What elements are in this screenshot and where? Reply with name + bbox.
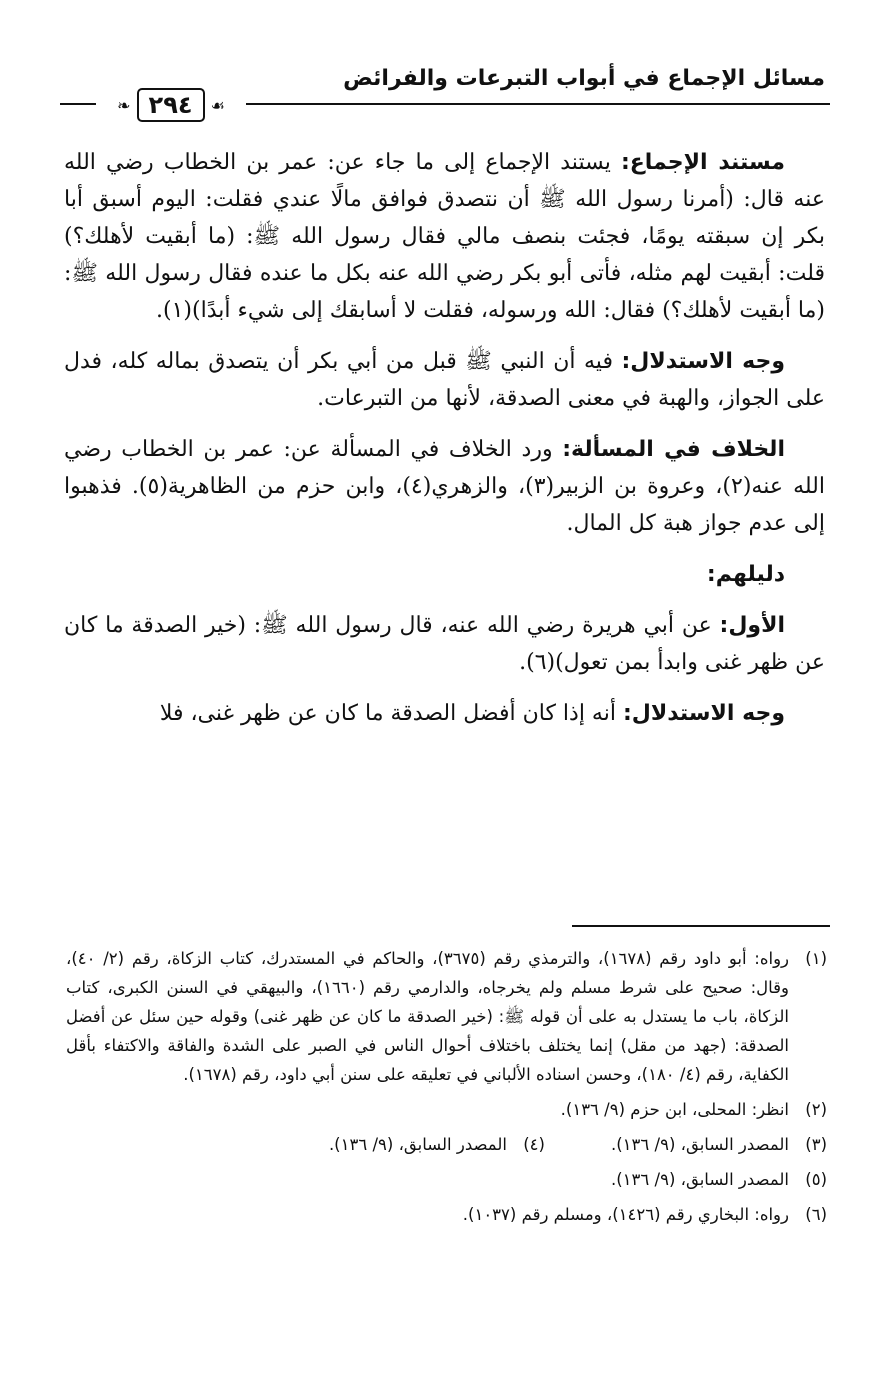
- footnote-text: رواه: أبو داود رقم (١٦٧٨)، والترمذي رقم (٣٦٧٥)، والحاكم في المستدرك، كتاب الزكاة، رقم (٢/ ٤٠)، وقال: صحيح على شرط مسلم ولم يخرجاه، والدارمي رقم (١٦٦٠)، والبيهقي في السنن الكبرى، كتاب الزكاة، باب ما يستدل به على أن قوله ﷺ: (خير الصدقة ما كان عن ظهر غنى) وقوله حين سئل عن أفضل الصدقة: (جهد من مقل) إنما يختلف باختلاف أحوال الناس في الصبر على الشدة والفاقة والاكتفاء بأقل الكفاية، رقم (٤/ ١٨٠)، وحسن اسناده الألباني في تعليقه على سنن أبي داود، رقم (١٦٧٨).: [66, 949, 790, 1084]
- paragraph-dispute: [64, 431, 825, 542]
- footnote-5: [66, 1165, 827, 1194]
- paragraph-evidence: [64, 144, 825, 329]
- ornament-left-icon: ❧: [117, 95, 131, 115]
- footnote-text: المصدر السابق، (٩/ ١٣٦).: [328, 1135, 507, 1154]
- paragraph-text: فيه أن النبي ﷺ قبل من أبي بكر أن يتصدق بماله كله، فدل على الجواز، والهبة في معنى الصدقة، لأنها من التبرعات.: [64, 349, 825, 411]
- footnote-4: [329, 1130, 545, 1159]
- page-number: ٢٩٤: [137, 88, 205, 122]
- paragraph-text: يستند الإجماع إلى ما جاء عن: عمر بن الخطاب رضي الله عنه قال: (أمرنا رسول الله ﷺ أن نتصدق فوافق مالًا عندي فقلت: اليوم أسبق أبا بكر إن سبقته يومًا، فجئت بنصف مالي فقال رسول الله ﷺ: (ما أبقيت لأهلك؟) قلت: أبقيت لهم مثله، فأتى أبو بكر رضي الله عنه بكل ما عنده فقال رسول الله ﷺ: (ما أبقيت لأهلك؟) فقال: الله ورسوله، فقلت لا أسابقك إلى شيء أبدًا)(١).: [64, 150, 825, 323]
- footnote-marker: (٣): [805, 1135, 827, 1154]
- term-their-proof: دليلهم:: [706, 562, 785, 587]
- term-first: الأول:: [719, 613, 785, 638]
- paragraph-inference-2: [64, 695, 825, 732]
- paragraph-first: [64, 607, 825, 681]
- footnote-marker: (١): [805, 949, 827, 968]
- running-title: مسائل الإجماع في أبواب التبرعات والفرائض: [343, 66, 825, 91]
- footnote-marker: (٥): [805, 1170, 827, 1189]
- footnote-marker: (٦): [805, 1205, 827, 1224]
- footnote-2: [66, 1095, 827, 1124]
- footnote-text: المصدر السابق، (٩/ ١٣٦).: [610, 1135, 789, 1154]
- footnote-marker: (٤): [523, 1135, 545, 1154]
- footnote-text: انظر: المحلى، ابن حزم (٩/ ١٣٦).: [560, 1100, 789, 1119]
- footnote-1: [66, 944, 827, 1089]
- term-inference: وجه الاستدلال:: [621, 349, 786, 374]
- footnote-marker: (٢): [805, 1100, 827, 1119]
- footnote-3: [611, 1130, 827, 1159]
- footnotes: [66, 944, 827, 1235]
- paragraph-text: ورد الخلاف في المسألة عن: عمر بن الخطاب رضي الله عنه(٢)، وعروة بن الزبير(٣)، والزهري(٤)، وابن حزم من الظاهرية(٥). فذهبوا إلى عدم جواز هبة كل المال.: [64, 437, 825, 536]
- paragraph-inference: [64, 343, 825, 417]
- term-evidence: مستند الإجماع:: [620, 150, 785, 175]
- footnote-text: رواه: البخاري رقم (١٤٢٦)، ومسلم رقم (١٠٣٧).: [462, 1205, 789, 1224]
- footnote-row: [66, 1130, 827, 1159]
- term-dispute: الخلاف في المسألة:: [562, 437, 785, 462]
- ornament-right-icon: ☙: [210, 95, 225, 115]
- page-number-frame: [96, 86, 246, 124]
- footnote-rule: [572, 925, 830, 927]
- footnote-text: المصدر السابق، (٩/ ١٣٦).: [610, 1170, 789, 1189]
- paragraph-text: أنه إذا كان أفضل الصدقة ما كان عن ظهر غنى، فلا: [159, 701, 623, 726]
- term-inference: وجه الاستدلال:: [622, 701, 785, 726]
- main-text: [64, 144, 825, 746]
- paragraph-their-proof: [64, 556, 825, 593]
- footnote-6: [66, 1200, 827, 1229]
- paragraph-text: عن أبي هريرة رضي الله عنه، قال رسول الله ﷺ: (خير الصدقة ما كان عن ظهر غنى وابدأ بمن تعول)(٦).: [64, 613, 825, 675]
